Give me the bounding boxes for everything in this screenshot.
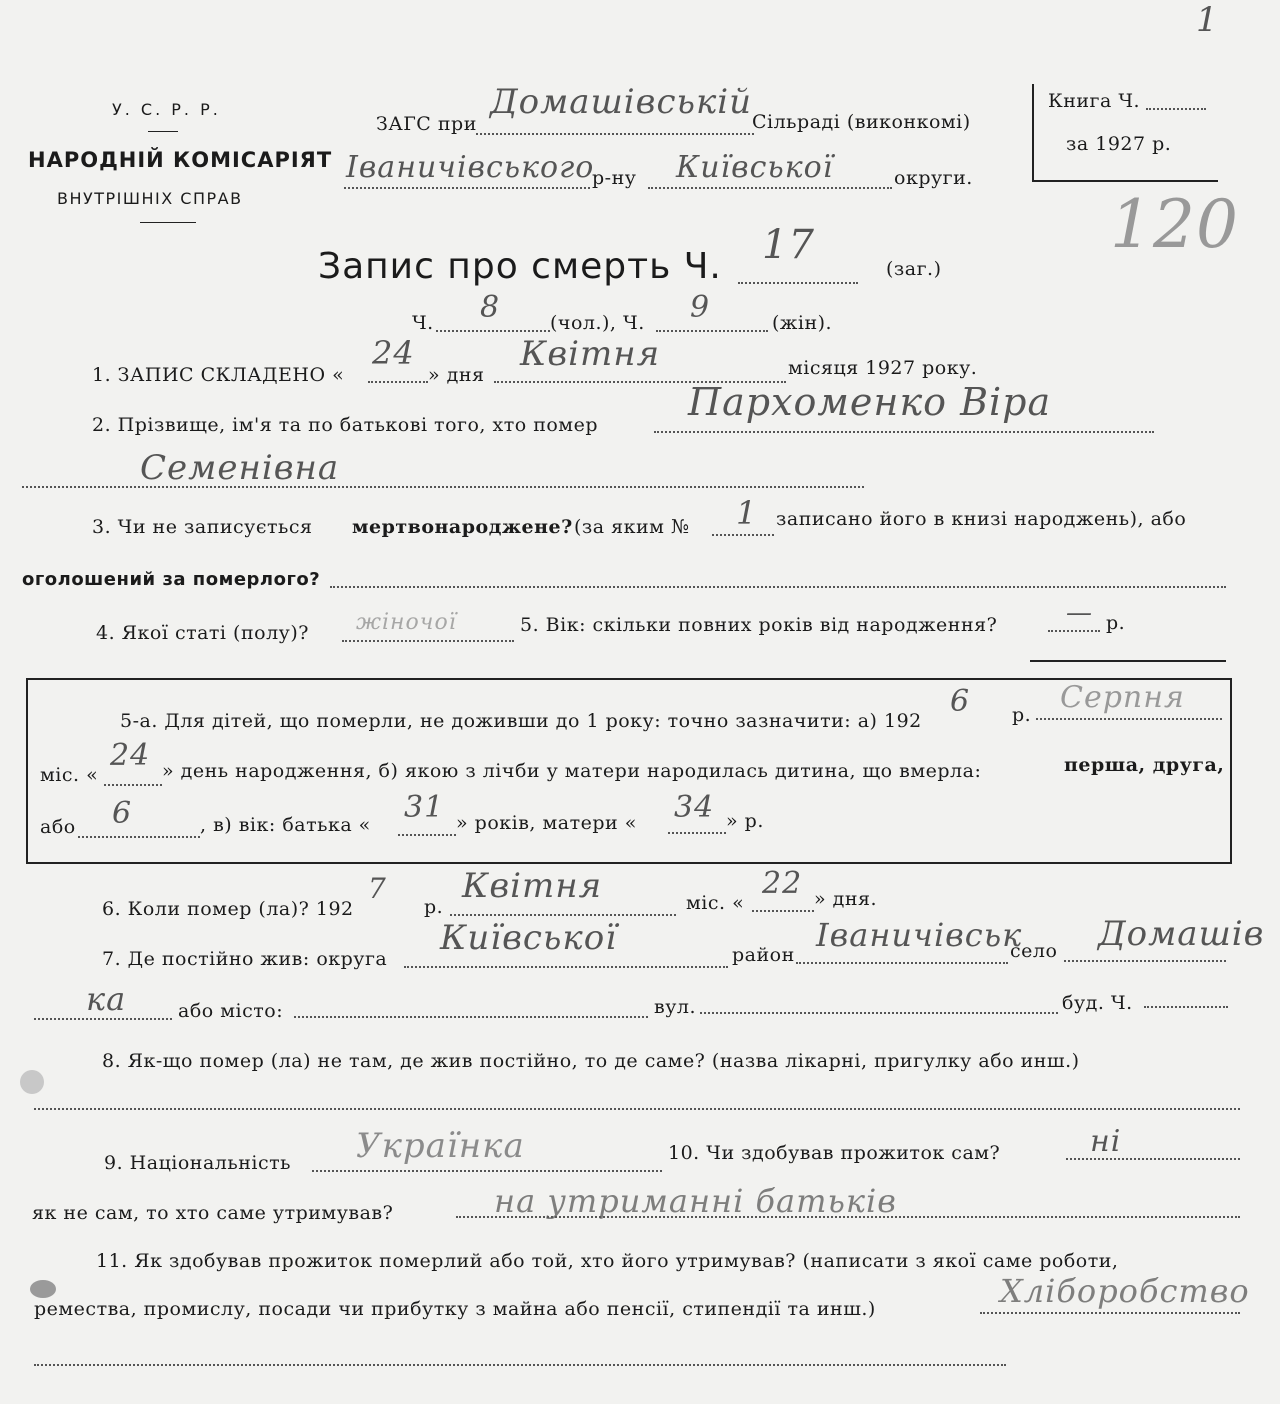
f1-day-suffix: » дня bbox=[428, 364, 485, 386]
margin-number: 120 bbox=[1110, 186, 1239, 263]
f7-bud: буд. Ч. bbox=[1062, 992, 1133, 1014]
f5a-mother: 34 bbox=[674, 790, 715, 825]
f5a-bold: перша, друга, bbox=[1064, 754, 1225, 776]
f5a-abo: або bbox=[40, 816, 76, 838]
fill-line bbox=[1048, 630, 1100, 632]
f5-label: 5. Вік: скільки повних років від народження? bbox=[520, 614, 998, 636]
f5-value: — bbox=[1066, 598, 1093, 628]
f2-value-1: Пархоменко Віра bbox=[688, 380, 1052, 424]
fill-line bbox=[1036, 718, 1222, 720]
fill-line bbox=[342, 640, 514, 642]
fill-line bbox=[104, 784, 162, 786]
f5a-line2: » день народження, б) якою з лічби у матери народилась дитина, що вмерла: bbox=[162, 760, 982, 782]
f3-suffix: записано його в книзі народжень), або bbox=[776, 508, 1187, 530]
record-number: 17 bbox=[762, 222, 815, 268]
fill-line bbox=[294, 1016, 648, 1018]
f9-value: Українка bbox=[356, 1126, 525, 1166]
fill-line bbox=[1066, 1158, 1240, 1160]
fill-line bbox=[34, 1018, 172, 1020]
fill-line bbox=[330, 586, 1226, 588]
f1-label: 1. ЗАПИС СКЛАДЕНО « bbox=[92, 364, 345, 386]
fill-line bbox=[656, 330, 768, 332]
f6-r: р. bbox=[424, 896, 444, 918]
f5a-mis: міс. « bbox=[40, 764, 99, 786]
republic-label: У. С. Р. Р. bbox=[112, 100, 221, 119]
f5a-mother-label: » років, матери « bbox=[456, 812, 637, 834]
f5a-day: 24 bbox=[110, 738, 151, 773]
f7-vul: вул. bbox=[654, 996, 696, 1018]
fill-line bbox=[712, 534, 774, 536]
department-label: ВНУТРІШНІХ СПРАВ bbox=[57, 189, 243, 208]
fill-line bbox=[344, 187, 590, 189]
female-count: 9 bbox=[690, 290, 711, 325]
punch-hole bbox=[30, 1280, 56, 1298]
f6-mis: міс. « bbox=[686, 892, 745, 914]
book-year: за 1927 р. bbox=[1066, 133, 1172, 155]
f5a-line1: 5-а. Для дітей, що померли, не доживши до 1 року: точно зазначити: а) 192 bbox=[120, 710, 922, 732]
ch-label: Ч. bbox=[412, 312, 434, 334]
fill-line bbox=[738, 282, 858, 284]
district-label: р-ну bbox=[592, 167, 637, 189]
divider bbox=[140, 222, 196, 223]
f7-selo-cont: ка bbox=[86, 980, 127, 1018]
f5a-r: р. bbox=[1012, 704, 1032, 726]
fill-line bbox=[654, 431, 1154, 433]
f4-value: жіночої bbox=[356, 610, 457, 635]
f5a-month: Серпня bbox=[1060, 680, 1185, 715]
f10-line2: як не сам, то хто саме утримував? bbox=[32, 1202, 394, 1224]
f6-year: 7 bbox=[368, 872, 387, 905]
f4-label: 4. Якої статі (полу)? bbox=[96, 622, 309, 644]
f5a-age: , в) вік: батька « bbox=[200, 814, 371, 836]
f5-suffix: р. bbox=[1106, 612, 1126, 634]
record-title: Запис про смерть Ч. bbox=[318, 246, 722, 287]
f6-month: Квітня bbox=[462, 866, 603, 906]
f3-line2: оголошений за померлого? bbox=[22, 569, 321, 590]
male-label: (чол.), Ч. bbox=[550, 312, 645, 334]
f1-day: 24 bbox=[372, 334, 415, 372]
fill-line bbox=[648, 187, 892, 189]
f9-label: 9. Національність bbox=[104, 1152, 291, 1174]
corner-mark: 1 bbox=[1196, 0, 1219, 40]
f1-month: Квітня bbox=[520, 334, 661, 374]
f11-line1: 11. Як здобував прожиток померлий або той, хто його утримував? (написати з якої саме роботи, bbox=[96, 1250, 1119, 1272]
fill-line bbox=[456, 1216, 1240, 1218]
divider bbox=[148, 131, 178, 132]
record-gen: (заг.) bbox=[886, 258, 942, 280]
f10-label: 10. Чи здобував прожиток сам? bbox=[668, 1142, 1001, 1164]
divider bbox=[1030, 660, 1226, 662]
zags-value: Домашівській bbox=[490, 82, 753, 122]
f6-day: 22 bbox=[762, 866, 803, 901]
f7-okrug: Київської bbox=[440, 918, 618, 958]
commissariat-title: НАРОДНІЙ КОМІСАРІЯТ bbox=[28, 148, 333, 172]
f3-mid: (за яким № bbox=[574, 516, 690, 538]
fill-line bbox=[34, 1108, 1240, 1110]
f7-rayon: Іваничівськ bbox=[816, 916, 1023, 954]
f2-value-2: Семенівна bbox=[140, 448, 340, 488]
f5a-order: 6 bbox=[112, 796, 133, 831]
f11-line2: ремества, промислу, посади чи прибутку з майна або пенсії, стипендії та инш.) bbox=[34, 1298, 876, 1320]
f7-rayon-label: район bbox=[732, 944, 795, 966]
f8-label: 8. Як-що помер (ла) не там, де жив постійно, то де саме? (назва лікарні, пригулку або инш.) bbox=[102, 1050, 1080, 1072]
f3-prefix: 3. Чи не записується bbox=[92, 516, 313, 538]
f6-label: 6. Коли помер (ла)? 192 bbox=[102, 898, 354, 920]
f2-label: 2. Прізвище, ім'я та по батькові того, хто помер bbox=[92, 414, 598, 436]
fill-line bbox=[404, 966, 728, 968]
f7-label: 7. Де постійно жив: округа bbox=[102, 948, 388, 970]
okrug-label: округи. bbox=[894, 167, 973, 189]
f11-value: Хліборобство bbox=[1000, 1272, 1250, 1310]
fill-line bbox=[668, 832, 726, 834]
f10-value: ні bbox=[1090, 1124, 1122, 1159]
f3-value: 1 bbox=[736, 494, 758, 532]
fill-line bbox=[312, 1170, 662, 1172]
fill-line bbox=[476, 133, 754, 135]
f5a-end: » р. bbox=[726, 810, 764, 832]
fill-line bbox=[398, 834, 456, 836]
fill-line bbox=[34, 1364, 1006, 1366]
fill-line bbox=[436, 330, 550, 332]
zags-suffix: Сільраді (виконкомі) bbox=[752, 111, 971, 133]
fill-line bbox=[22, 486, 864, 488]
fill-line bbox=[1144, 1006, 1228, 1008]
f7-misto: або місто: bbox=[178, 1000, 284, 1022]
fill-line bbox=[368, 381, 428, 383]
okrug-value: Київської bbox=[676, 150, 834, 185]
male-count: 8 bbox=[480, 290, 501, 325]
f5a-year: 6 bbox=[950, 684, 971, 719]
f7-selo: Домашів bbox=[1098, 914, 1265, 954]
f7-selo-label: село bbox=[1010, 940, 1058, 962]
fill-line bbox=[752, 910, 814, 912]
district-value: Іваничівського bbox=[346, 150, 595, 185]
f1-year: місяця 1927 року. bbox=[788, 357, 978, 379]
punch-hole bbox=[20, 1070, 44, 1094]
book-label: Книга Ч. bbox=[1048, 90, 1141, 112]
fill-line bbox=[796, 962, 1008, 964]
zags-prefix: ЗАГС при bbox=[376, 113, 477, 135]
female-label: (жін). bbox=[772, 312, 833, 334]
f3-bold: мертвонароджене? bbox=[352, 516, 573, 538]
f5a-father: 31 bbox=[404, 790, 445, 825]
fill-line bbox=[450, 914, 676, 916]
fill-line bbox=[78, 836, 200, 838]
fill-line bbox=[700, 1012, 1058, 1014]
f10-value2: на утриманні батьків bbox=[494, 1182, 897, 1220]
fill-line bbox=[1064, 960, 1226, 962]
fill-line bbox=[1146, 108, 1206, 110]
fill-line bbox=[980, 1312, 1240, 1314]
f6-end: » дня. bbox=[814, 888, 878, 910]
